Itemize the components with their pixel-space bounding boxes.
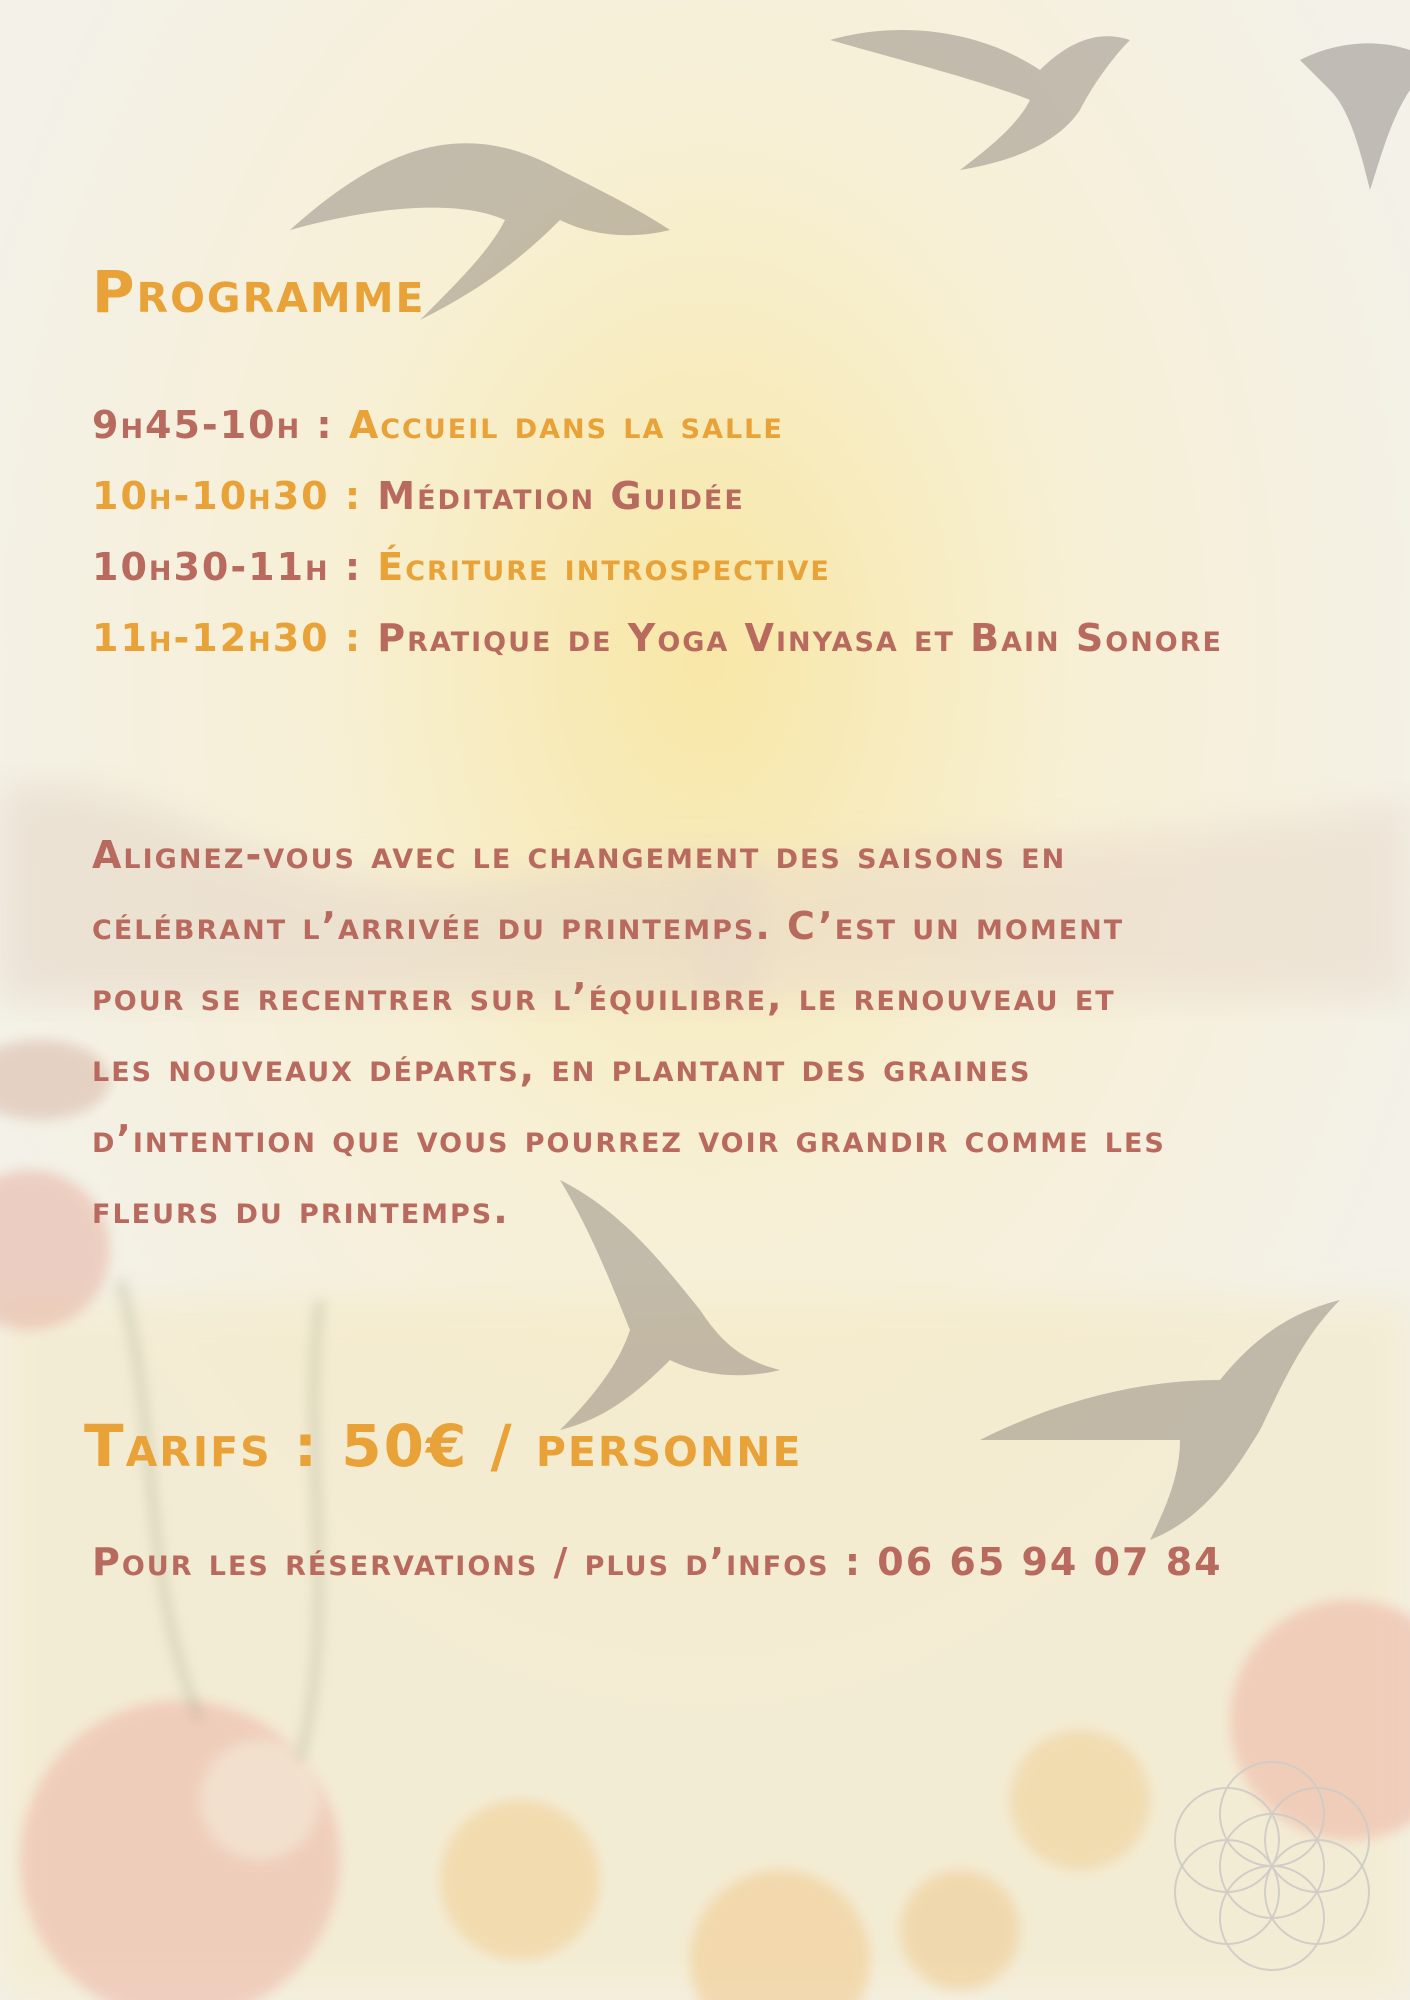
schedule-activity: Accueil dans la salle — [348, 403, 784, 447]
pricing-heading: Tarifs : 50€ / personne — [84, 1412, 803, 1480]
description-line: fleurs du printemps. — [92, 1188, 510, 1232]
description-line: célébrant l’arrivée du printemps. C’est un moment — [92, 904, 1125, 948]
description-line: les nouveaux départs, en plantant des graines — [92, 1046, 1032, 1090]
description-line: Alignez-vous avec le changement des saisons en — [92, 833, 1067, 877]
schedule-separator: : — [329, 616, 378, 660]
description-line: d’intention que vous pourrez voir grandir comme les — [92, 1117, 1166, 1161]
schedule-separator: : — [329, 474, 378, 518]
schedule-item — [92, 603, 1223, 674]
schedule-item — [92, 532, 1223, 603]
schedule-list — [92, 390, 1223, 674]
schedule-time: 10h-10h30 — [92, 474, 330, 518]
contact-info: Pour les réservations / plus d’infos : 06 65 94 07 84 — [92, 1540, 1223, 1584]
schedule-time: 10h30-11h — [92, 545, 330, 589]
schedule-activity: Méditation Guidée — [377, 474, 745, 518]
schedule-item — [92, 390, 1223, 461]
schedule-separator: : — [301, 403, 349, 447]
programme-title: Programme — [92, 258, 426, 326]
schedule-time: 9h45-10h — [92, 403, 302, 447]
schedule-separator: : — [329, 545, 378, 589]
schedule-activity: Écriture introspective — [377, 545, 831, 589]
schedule-activity: Pratique de Yoga Vinyasa et Bain Sonore — [377, 616, 1223, 660]
description-paragraph — [92, 820, 1392, 1246]
flower-of-life-icon — [1162, 1746, 1382, 1986]
schedule-item — [92, 461, 1223, 532]
description-line: pour se recentrer sur l’équilibre, le renouveau et — [92, 975, 1116, 1019]
schedule-time: 11h-12h30 — [92, 616, 330, 660]
